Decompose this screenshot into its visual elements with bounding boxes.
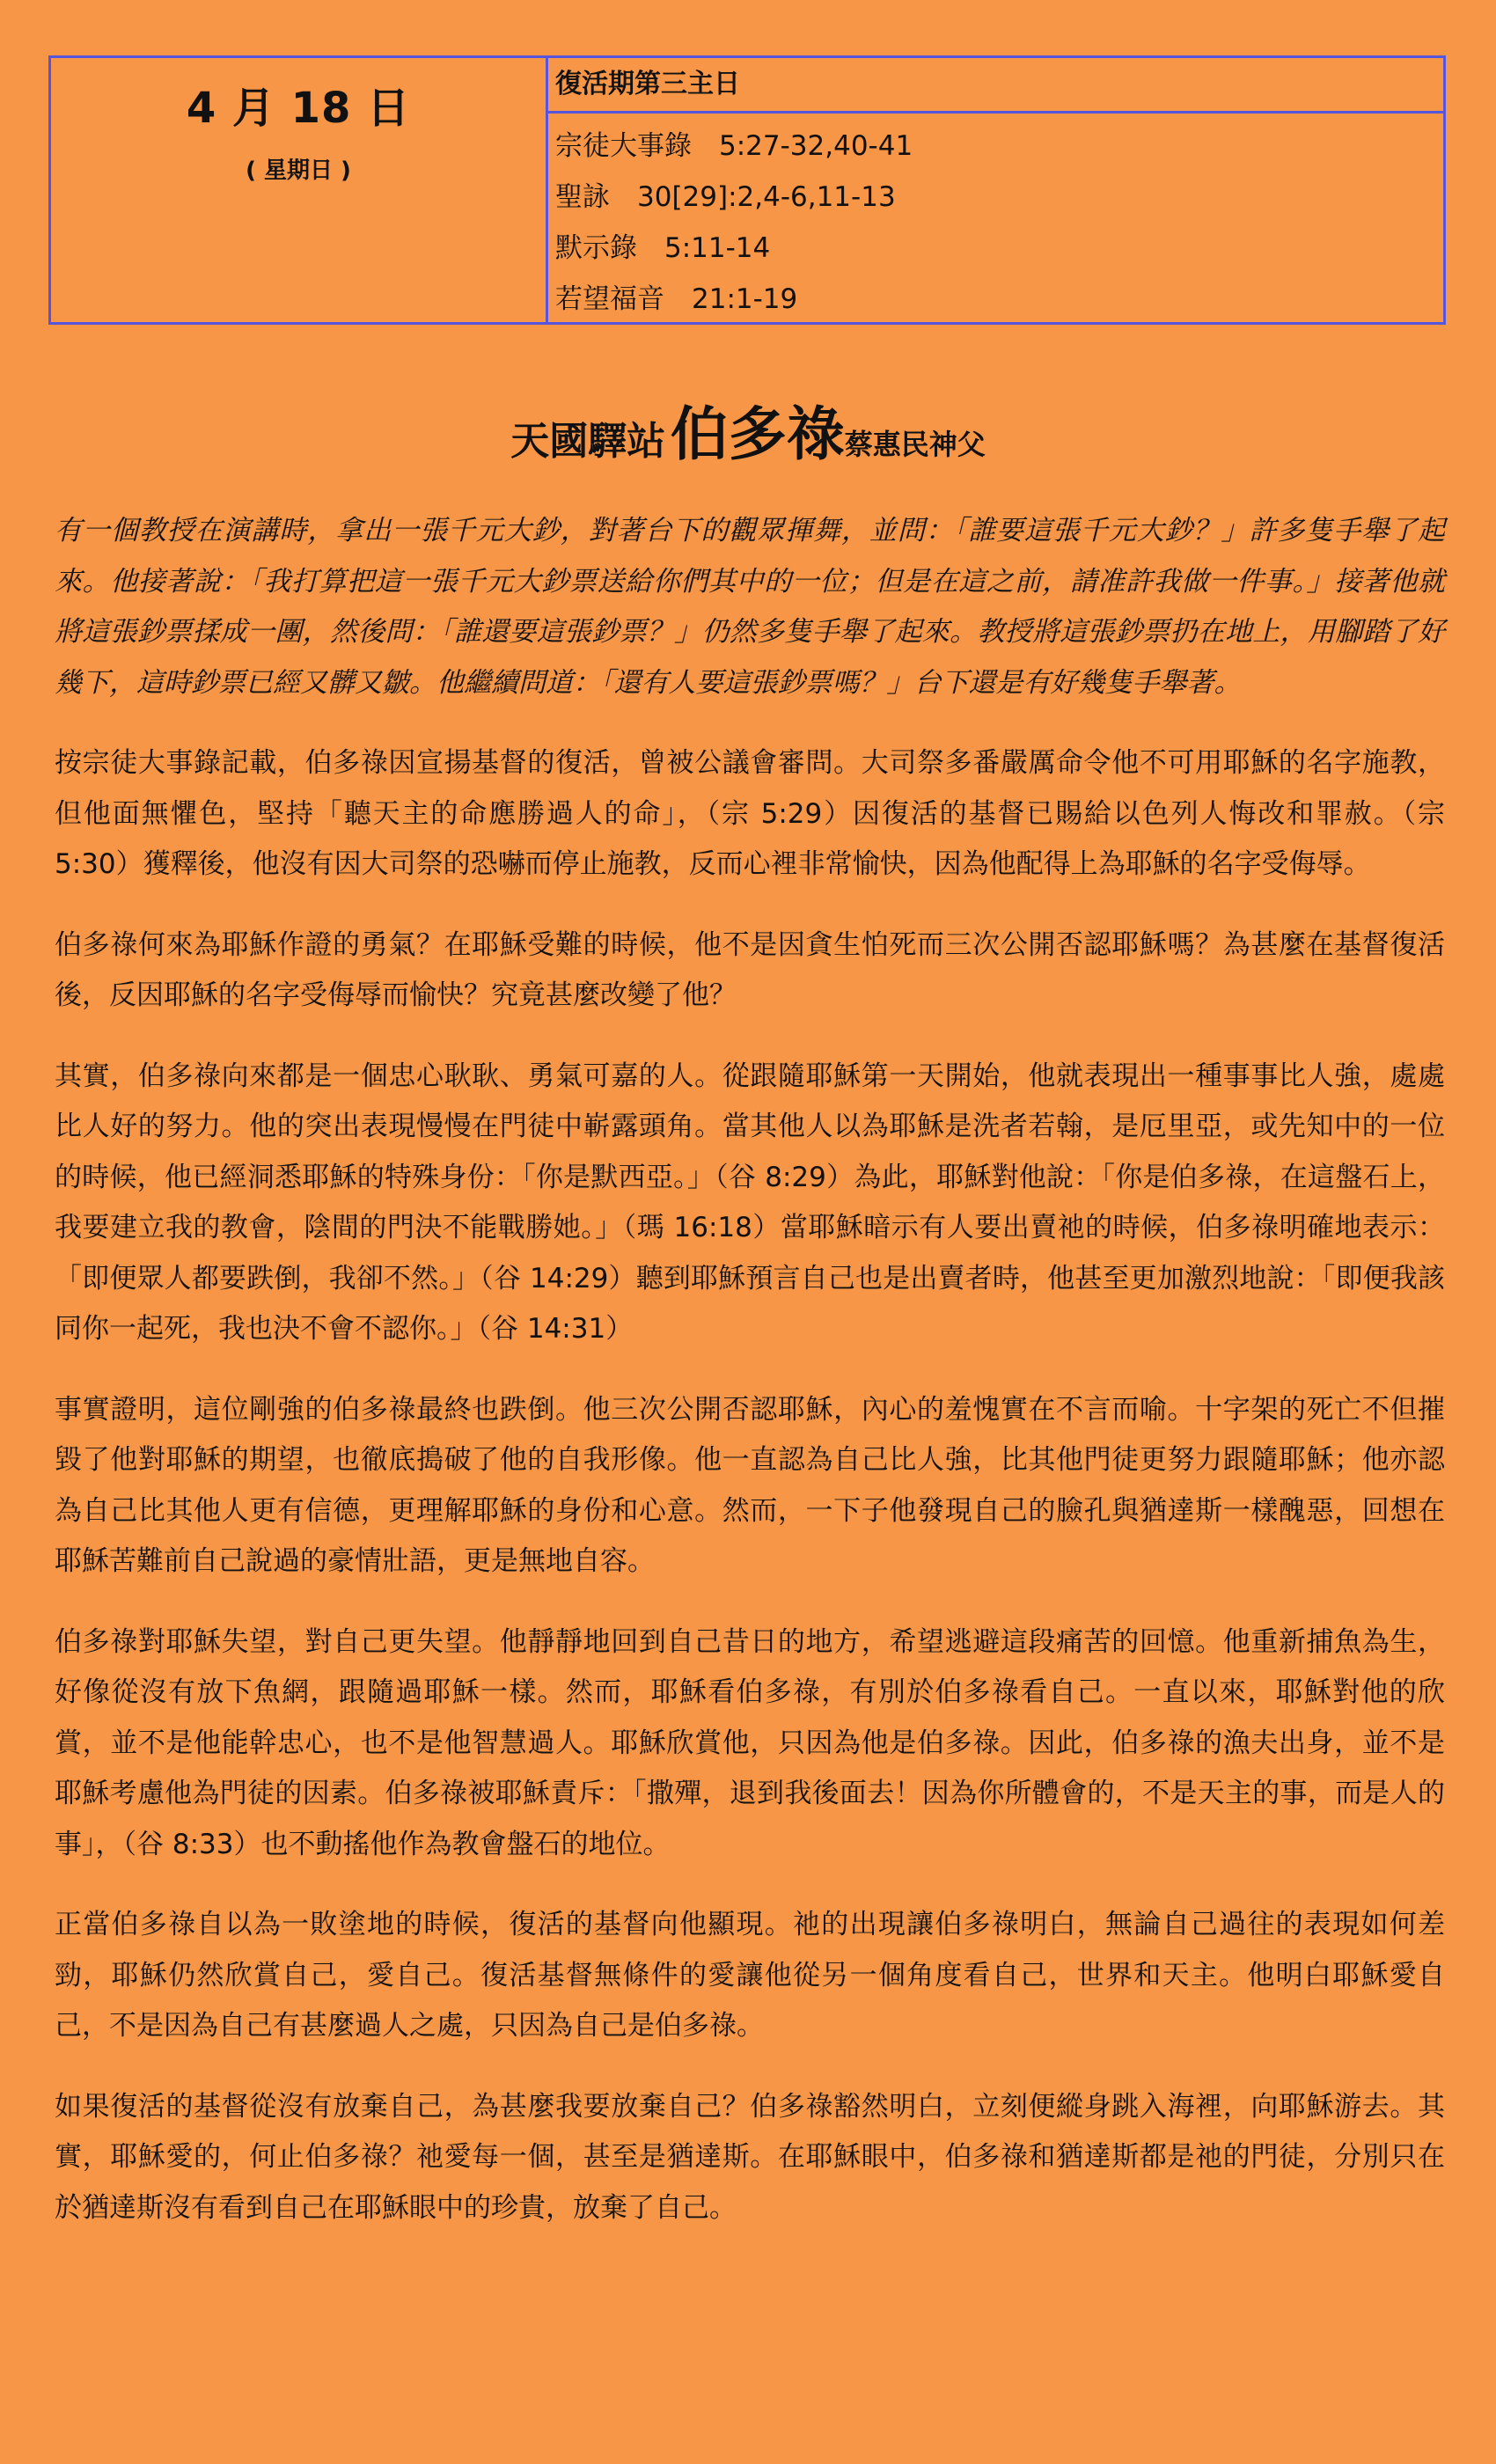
body-paragraph: 伯多祿對耶穌失望，對自己更失望。他靜靜地回到自己昔日的地方，希望逃避這段痛苦的回憶。他重新捕魚為生，好像從沒有放下魚網，跟隨過耶穌一樣。然而，耶穌看伯多祿，有別於伯多祿看自己。一直以來，耶穌對他的欣賞，並不是他能幹忠心，也不是他智慧過人。耶穌欣賞他，只因為他是伯多祿。因此，伯多祿的漁夫出身，並不是耶穌考慮他為門徒的因素。伯多祿被耶穌責斥：「撒殫，退到我後面去！因為你所體會的，不是天主的事，而是人的事」，（谷 8:33）也不動搖他作為教會盤石的地位。 bbox=[55, 1625, 1445, 1860]
body-paragraph: 如果復活的基督從沒有放棄自己，為甚麼我要放棄自己？伯多祿豁然明白，立刻便縱身跳入海裡，向耶穌游去。其實，耶穌愛的，何止伯多祿？祂愛每一個，甚至是猶達斯。在耶穌眼中，伯多祿和猶達斯都是祂的門徒，分別只在於猶達斯沒有看到自己在耶穌眼中的珍貴，放棄了自己。 bbox=[55, 2090, 1445, 2224]
date-label: 4 月 18 日 bbox=[186, 84, 411, 133]
article-title bbox=[0, 387, 1496, 471]
body-paragraph: 按宗徒大事錄記載，伯多祿因宣揚基督的復活，曾被公議會審問。大司祭多番嚴厲命令他不可用耶穌的名字施教，但他面無懼色，堅持「聽天主的命應勝過人的命」，（宗 5:29）因復活的基督已賜給以色列人悔改和罪赦。（宗 5:30）獲釋後，他沒有因大司祭的恐嚇而停止施教，反而心裡非常愉快，因為他配得上為耶穌的名字受侮辱。 bbox=[55, 747, 1445, 880]
article-name: 伯多祿 bbox=[670, 400, 845, 468]
reading-first: 宗徒大事錄 5:27-32,40-41 bbox=[555, 130, 913, 162]
feast-title: 復活期第三主日 bbox=[548, 58, 1443, 114]
author-name: 蔡惠民神父 bbox=[844, 428, 986, 461]
body-paragraph: 伯多祿何來為耶穌作證的勇氣？在耶穌受難的時候，他不是因貪生怕死而三次公開否認耶穌嗎？為甚麼在基督復活後，反因耶穌的名字受侮辱而愉快？究竟甚麼改變了他？ bbox=[55, 928, 1445, 1011]
liturgy-header-table bbox=[48, 55, 1446, 325]
reading-psalm: 聖詠 30[29]:2,4-6,11-13 bbox=[555, 181, 896, 213]
date-cell bbox=[51, 58, 548, 322]
column-name: 天國驛站 bbox=[510, 419, 666, 464]
article-body bbox=[55, 506, 1445, 2263]
readings-cell bbox=[548, 58, 1443, 322]
intro-paragraph: 有一個教授在演講時，拿出一張千元大鈔，對著台下的觀眾揮舞，並問：「誰要這張千元大鈔？」許多隻手舉了起來。他接著說：「我打算把這一張千元大鈔票送給你們其中的一位；但是在這之前，請准許我做一件事。」接著他就將這張鈔票揉成一團，然後問：「誰還要這張鈔票？」仍然多隻手舉了起來。教授將這張鈔票扔在地上，用腳踏了好幾下，這時鈔票已經又髒又皺。他繼續問道：「還有人要這張鈔票嗎？」台下還是有好幾隻手舉著。 bbox=[55, 515, 1445, 699]
reading-gospel: 若望福音 21:1-19 bbox=[555, 283, 798, 315]
reading-second: 默示錄 5:11-14 bbox=[555, 232, 771, 264]
weekday-label: ( 星期日 ) bbox=[246, 158, 351, 184]
body-paragraph: 其實，伯多祿向來都是一個忠心耿耿、勇氣可嘉的人。從跟隨耶穌第一天開始，他就表現出一種事事比人強，處處比人好的努力。他的突出表現慢慢在門徒中嶄露頭角。當其他人以為耶穌是洗者若翰，是厄里亞，或先知中的一位的時候，他已經洞悉耶穌的特殊身份：「你是默西亞。」（谷 8:29）為此，耶穌對他說：「你是伯多祿，在這盤石上，我要建立我的教會，陰間的門決不能戰勝她。」（瑪 16:18）當耶穌暗示有人要出賣祂的時候，伯多祿明確地表示：「即便眾人都要跌倒，我卻不然。」（谷 14:29）聽到耶穌預言自己也是出賣者時，他甚至更加激烈地說：「即便我該同你一起死，我也決不會不認你。」（谷 14:31） bbox=[55, 1060, 1445, 1345]
body-paragraph: 事實證明，這位剛強的伯多祿最終也跌倒。他三次公開否認耶穌，內心的羞愧實在不言而喻。十字架的死亡不但摧毀了他對耶穌的期望，也徹底搗破了他的自我形像。他一直認為自己比人強，比其他門徒更努力跟隨耶穌；他亦認為自己比其他人更有信德，更理解耶穌的身份和心意。然而，一下子他發現自己的臉孔與猶達斯一樣醜惡，回想在耶穌苦難前自己說過的豪情壯語，更是無地自容。 bbox=[55, 1393, 1445, 1577]
body-paragraph: 正當伯多祿自以為一敗塗地的時候，復活的基督向他顯現。祂的出現讓伯多祿明白，無論自己過往的表現如何差勁，耶穌仍然欣賞自己，愛自己。復活基督無條件的愛讓他從另一個角度看自己，世界和天主。他明白耶穌愛自己，不是因為自己有甚麼過人之處，只因為自己是伯多祿。 bbox=[55, 1909, 1445, 2042]
reading-list bbox=[548, 114, 1443, 325]
